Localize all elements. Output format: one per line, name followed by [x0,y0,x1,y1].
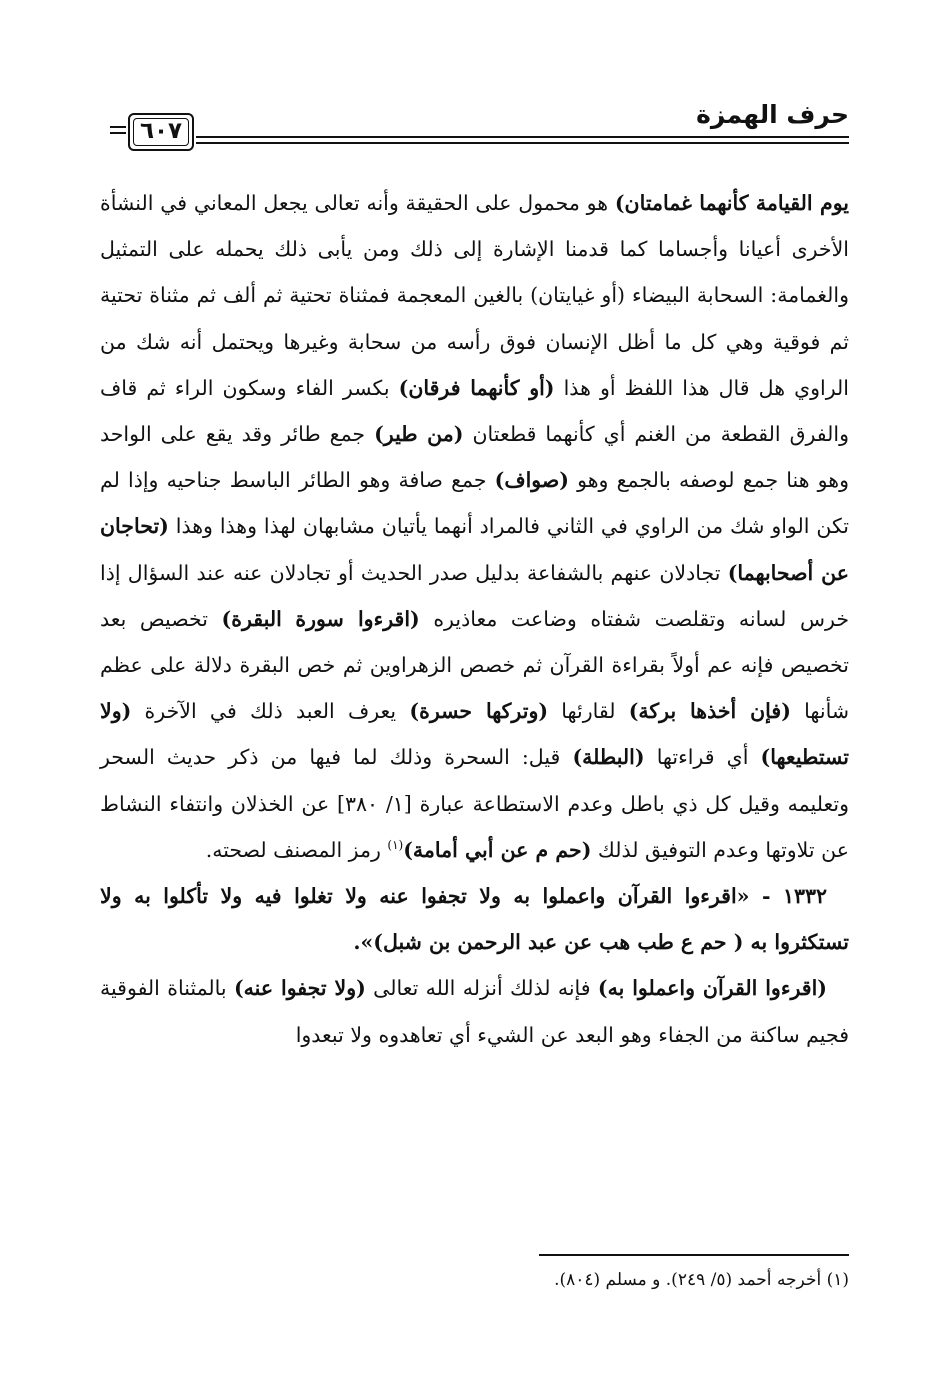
text-line: الزهراوين ثم خص البقرة دلالة على عظم شأنها (فإن أخذها بركة) لقارئها [100,653,849,724]
page-number-ornament [110,126,126,136]
text-line: شك من الراوي في الثاني فالمراد أنهما يأتيان مشابهان لهذا وهذا وهذا (تحاجان [100,514,765,539]
hadith-text [100,873,849,965]
quoted-phrase: (ولا تستطيعها) [100,699,849,770]
quoted-phrase: البقرة) [221,606,282,631]
quoted-phrase: (فإن أخذها بركة) [628,699,791,724]
text-line: فمثناة تحتية ثم ألف ثم مثناة تحتية ثم فوقية وهي كل ما أظل الإنسان فوق [100,283,849,354]
commentary-paragraph [100,965,849,1057]
text-line: ولا تستكثروا به ( حم ع طب هب عن عبد الرحمن بن شبل)». [100,884,849,955]
text-line: رأسه من سحابة وغيرها ويحتمل أنه شك من الراوي هل قال هذا اللفظ أو هذا [100,329,849,400]
commentary-paragraph [100,180,849,873]
quoted-phrase: (أو كأنهما فرقان) [398,375,555,400]
text-line: ذي باطل وعدم الاستطاعة عبارة [١/ ٣٨٠] عن الخذلان وانتفاء النشاط عن [100,791,849,862]
text-line: البقرة) تخصيص بعد تخصيص فإنه عم أولاً بقراءة القرآن ثم خصص [100,606,849,678]
quoted-phrase: (البطلة) [572,745,645,770]
text-line: النشأة الأخرى أعيانا وأجساما كما قدمنا الإشارة إلى ذلك ومن يأبى ذلك [100,191,849,262]
quoted-phrase: (اقرءوا القرآن واعملوا به) [597,976,827,1001]
quoted-phrase: (صواف) [494,468,569,493]
footnote: (١) أخرجه أحمد (٥/ ٢٤٩). و مسلم (٨٠٤). [554,1270,849,1290]
quoted-phrase: (ولا تجفوا عنه) [233,976,366,1001]
text-line: الفوقية فجيم ساكنة من الجفاء وهو البعد عن الشيء أي تعاهدوه ولا تبعدوا [100,976,849,1047]
quoted-phrase: (وتركها حسرة) [409,699,549,724]
footnote-marker: (١) [387,838,404,853]
quoted-phrase: (من طير) [374,422,464,447]
running-title: حرف الهمزة [696,100,849,129]
text-line: يحمله على التمثيل والغمامة: السحابة البيضاء (أو غيايتان) بالغين المعجمة [100,237,849,308]
quoted-phrase: (تحاجان [100,514,169,539]
source-citation: (حم م عن أبي أمامة) [403,837,592,862]
quoted-phrase: (اقرءوا سورة [295,606,420,631]
quoted-phrase: عن أصحابهما) [727,560,849,585]
text-line: (وتركها حسرة) يعرف العبد ذلك في الآخرة (ولا تستطيعها) أي قراءتها [100,699,849,770]
text-line: (أو كأنهما فرقان) بكسر الفاء وسكون الراء ثم قاف والفرق القطعة من الغنم أي [100,375,849,447]
page-number: ٦٠٧ [128,113,194,151]
text-line: يوم القيامة كأنهما غمامتان) هو محمول على الحقيقة وأنه تعالى يجعل المعاني في [160,191,849,215]
text-line: كأنهما قطعتان (من طير) جمع طائر وقد يقع على الواحد وهو هنا جمع لوصفه [100,422,849,493]
quoted-phrase: يوم القيامة كأنهما غمامتان) [614,191,849,215]
text-line: عند السؤال إذا خرس لسانه وتقلصت شفتاه وضاعت معاذيره (اقرءوا سورة [100,560,849,631]
body-text [100,180,849,1058]
header-double-rule [196,135,849,145]
text-line: (البطلة) قيل: السحرة وذلك لما فيها من ذكر حديث السحر وتعليمه وقيل كل [100,745,849,816]
text-line: عن أصحابهما) تجادلان عنهم بالشفاعة بدليل صدر الحديث أو تجادلان عنه [232,560,849,585]
text-line: (اقرءوا القرآن واعملوا به) فإنه لذلك أنزله الله تعالى (ولا تجفوا عنه) بالمثناة [167,976,827,1001]
text-line: بالجمع وهو (صواف) جمع صافة وهو الطائر الباسط جناحيه وإذا لم تكن الواو [100,468,849,539]
text-line: تلاوتها وعدم التوفيق لذلك (حم م عن أبي أمامة)$^{(١)}$ رمز المصنف لصحته. [205,837,815,862]
footnote-separator [539,1254,849,1256]
text-line: ١٣٣٢ - «اقرءوا القرآن واعملوا به ولا تجفوا عنه ولا تغلوا فيه ولا تأكلوا به [134,884,828,909]
